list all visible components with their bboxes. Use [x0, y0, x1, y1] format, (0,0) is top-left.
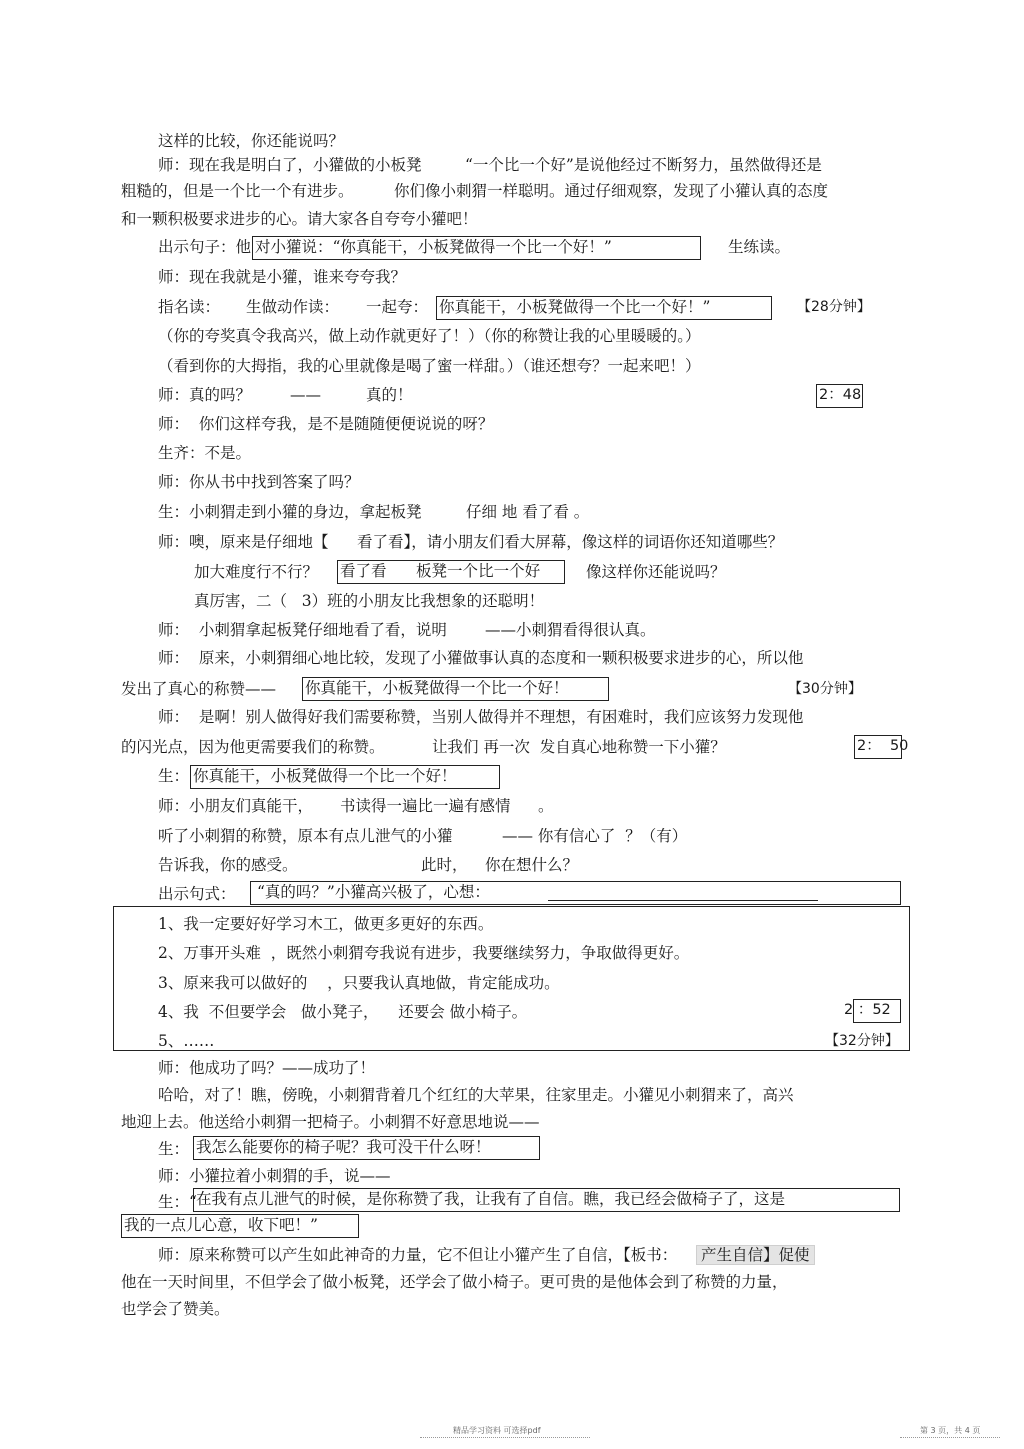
text-line: （看到你的大拇指，我的心里就像是喝了蜜一样甜。）（谁还想夸？一起来吧！）: [158, 357, 701, 375]
text-line: 真厉害，二（ 3）班的小朋友比我想象的还聪明！: [194, 592, 545, 610]
sentence-pattern-box: “真的吗？”小獾高兴极了，心想：: [250, 881, 901, 905]
text-line: 地迎上去。他送给小刺猬一把椅子。小刺猬不好意思地说——: [121, 1113, 540, 1131]
text-line: 生练读。: [728, 238, 791, 256]
text-line: 也学会了赞美。: [121, 1300, 230, 1318]
text-line: 师： 原来，小刺猬细心地比较，发现了小獾做事认真的态度和一颗积极要求进步的心，所以他: [158, 649, 804, 667]
footer-rule: [900, 1437, 1000, 1438]
text-line: 此时，: [421, 856, 468, 874]
text-line: （你的夸奖真令我高兴，做上动作就更好了！）（你的称赞让我的心里暖暖的。）: [158, 327, 701, 345]
text-line: 师：现在我是明白了，小獾做的小板凳: [158, 156, 422, 174]
text-line: 的闪光点，因为他更需要我们的称赞。: [121, 738, 385, 756]
text-line: 师：噢，原来是仔细地【: [158, 533, 329, 551]
text-line: 哈哈，对了！瞧，傍晚，小刺猬背着几个红红的大苹果，往家里走。小獾见小刺猬来了，高兴: [158, 1086, 794, 1104]
text-line: 看了看】，请小朋友们看大屏幕，像这样的词语你还知道哪些？: [357, 533, 784, 551]
time-tag: 【30分钟】: [788, 681, 862, 697]
text-line: 真的！: [366, 386, 413, 404]
time-tag: 【28分钟】: [797, 299, 871, 315]
highlight-box: 我怎么能要你的椅子呢？我可没干什么呀！: [193, 1136, 540, 1160]
text-line: 师：现在我就是小獾，谁来夸夸我？: [158, 268, 407, 286]
text-line: 加大难度行不行？: [194, 563, 319, 581]
list-item: 3、原来我可以做好的 ，只要我认真地做，肯定能成功。: [158, 974, 560, 992]
text-line: 生齐：不是。: [158, 444, 252, 462]
list-item: 1、我一定要好好学习木工，做更多更好的东西。: [158, 915, 494, 933]
text-line: 你们像小刺猬一样聪明。通过仔细观察，发现了小獾认真的态度: [394, 182, 829, 200]
text-line: 发出了真心的称赞——: [121, 680, 277, 698]
text-line: 出示句式：: [158, 885, 236, 903]
text-line: ——小刺猬看得很认真。: [485, 621, 656, 639]
text-line: 书读得一遍比一遍有感情: [340, 797, 511, 815]
text-line: 师：小朋友们真能干，: [158, 797, 314, 815]
text-line: 你在想什么？: [485, 856, 579, 874]
text-line: 。: [538, 797, 554, 815]
text-line: 生：: [158, 767, 190, 785]
board-note: 产生自信】促使: [696, 1245, 815, 1265]
text-line: 他在一天时间里，不但学会了做小板凳，还学会了做小椅子。更可贵的是他体会到了称赞的力量，: [121, 1273, 788, 1291]
text-line: 生：小刺猬走到小獾的身边，拿起板凳: [158, 503, 422, 521]
list-item: 4、我 不但要学会 做小凳子， 还要会 做小椅子。: [158, 1003, 528, 1021]
text-line: 师： 小刺猬拿起板凳仔细地看了看，说明: [158, 621, 447, 639]
text-line: 和一颗积极要求进步的心。请大家各自夸夸小獾吧！: [121, 210, 478, 228]
text-line: 指名读：: [158, 298, 221, 316]
text-line: ——: [290, 386, 321, 404]
text-line: 师： 你们这样夸我，是不是随随便便说说的呀？: [158, 415, 494, 433]
footer-rule: [420, 1437, 590, 1438]
text-line: 像这样你还能说吗？: [586, 563, 726, 581]
text-line: 生：“: [158, 1193, 197, 1211]
highlight-box: 你真能干，小板凳做得一个比一个好！: [302, 677, 609, 701]
list-item: 2、万事开头难 ，既然小刺猬夸我说有进步，我要继续努力，争取做得更好。: [158, 944, 690, 962]
time-tag: 【32分钟】: [825, 1033, 899, 1049]
time-marker: 2 ：52: [853, 999, 901, 1023]
text-line: 粗糙的，但是一个比一个有进步。: [121, 182, 354, 200]
text-line: 生做动作读：: [246, 298, 340, 316]
text-line: 告诉我，你的感受。: [158, 856, 298, 874]
text-line: 师：他成功了吗？——成功了！: [158, 1059, 376, 1077]
footer-note: 精品学习资料 可选择pdf: [453, 1426, 541, 1435]
text-line: “一个比一个好”是说他经过不断努力，虽然做得还是: [465, 156, 822, 174]
text-line: 听了小刺猬的称赞，原本有点儿泄气的小獾: [158, 827, 453, 845]
fill-blank-line: [548, 900, 818, 901]
time-marker: 2： 50: [854, 735, 902, 759]
text-line: 仔细 地 看了看 。: [466, 503, 590, 521]
text-line: 让我们 再一次 发自真心地称赞一下小獾？: [432, 738, 726, 756]
highlight-box: 对小獾说：“你真能干，小板凳做得一个比一个好！”: [252, 236, 701, 260]
text-line: 师： 是啊！别人做得好我们需要称赞，当别人做得并不理想，有困难时，我们应该努力发现他: [158, 708, 804, 726]
text-line: 出示句子：他: [158, 238, 252, 256]
text-line: —— 你有信心了 ？（有）: [502, 827, 688, 845]
highlight-box: 看了看 板凳一个比一个好: [337, 560, 565, 584]
text-line: 生：: [158, 1140, 190, 1158]
text-line: 一起夸：: [366, 298, 429, 316]
page-number: 第 3 页，共 4 页: [920, 1426, 981, 1435]
text-line: 这样的比较，你还能说吗？: [158, 132, 345, 150]
highlight-box: 我的一点儿心意，收下吧！”: [121, 1214, 359, 1238]
text-line: 师：真的吗？: [158, 386, 252, 404]
text-line: 师：你从书中找到答案了吗？: [158, 473, 360, 491]
highlight-box: 你真能干，小板凳做得一个比一个好！”: [436, 296, 772, 320]
list-item: 5、……: [158, 1032, 215, 1050]
text-line: 师：小獾拉着小刺猬的手，说——: [158, 1167, 391, 1185]
time-marker: 2：48: [816, 384, 863, 408]
highlight-box: 在我有点儿泄气的时候，是你称赞了我，让我有了自信。瞧，我已经会做椅子了，这是: [193, 1188, 900, 1212]
text-line: 师：原来称赞可以产生如此神奇的力量，它不但让小獾产生了自信，【板书：: [158, 1246, 678, 1264]
highlight-box: 你真能干，小板凳做得一个比一个好！: [190, 765, 500, 789]
